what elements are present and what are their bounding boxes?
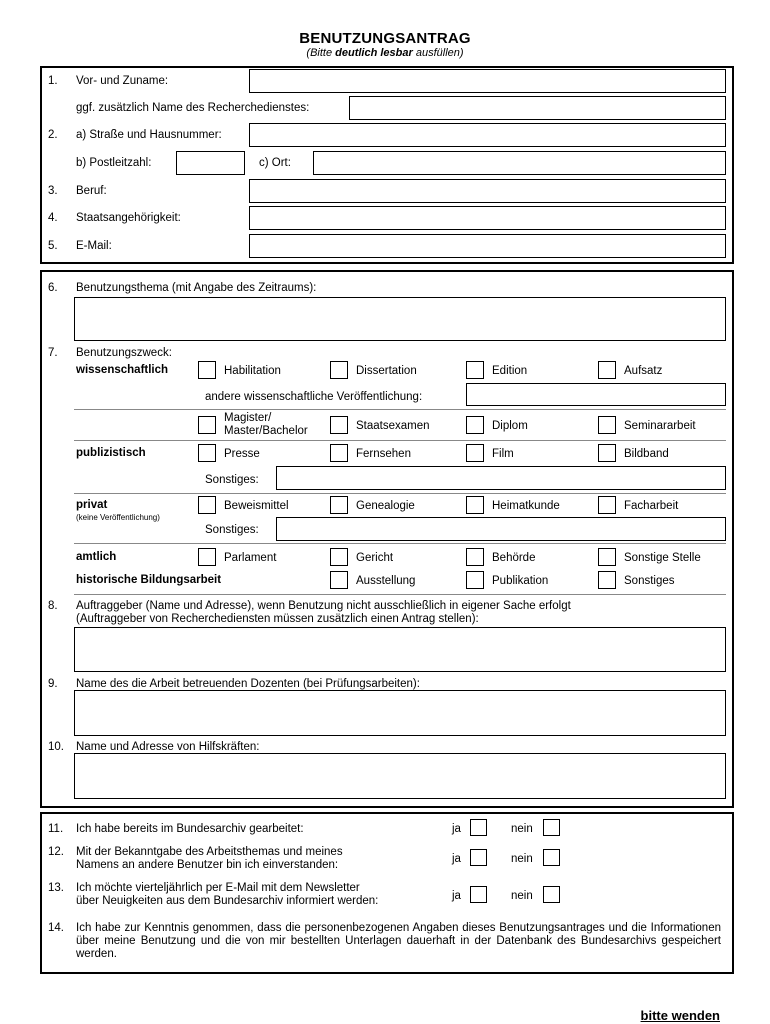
purpose-label: Benutzungszweck: (76, 347, 172, 359)
profession-label: Beruf: (76, 185, 107, 197)
data-storage-notice: Ich habe zur Kenntnis genommen, dass die personenbezogenen Angaben dieses Benutzungsantrages und die Informationen über meine Benutzung und die von mir bestellten Unterlagen dauerhaft in der Datenbank des Bundesarchivs gespeichert werden. (76, 922, 721, 960)
city-label: c) Ort: (259, 157, 291, 169)
item-number: 12. (48, 846, 64, 858)
publish-topic-label: Mit der Bekanntgabe des Arbeitsthemas und meines Namens an andere Benutzer bin ich einverstanden: (76, 846, 343, 871)
postal-code-field[interactable] (176, 151, 245, 175)
dissertation-label: Dissertation (356, 365, 417, 377)
item-number: 13. (48, 882, 64, 894)
assistants-label: Name und Adresse von Hilfskräften: (76, 741, 260, 753)
habilitation-label: Habilitation (224, 365, 281, 377)
dissertation-checkbox[interactable] (330, 361, 348, 379)
other-private-field[interactable] (276, 517, 726, 541)
picture-book-label: Bildband (624, 448, 669, 460)
email-field[interactable] (249, 234, 726, 258)
term-paper-label: Facharbeit (624, 500, 679, 512)
seminar-paper-checkbox[interactable] (598, 416, 616, 434)
worked-before-no-checkbox[interactable] (543, 819, 560, 836)
name-field[interactable] (249, 69, 726, 93)
worked-before-label: Ich habe bereits im Bundesarchiv gearbeitet: (76, 823, 304, 835)
item-number: 1. (48, 75, 58, 87)
seminar-paper-label: Seminararbeit (624, 420, 696, 432)
newsletter-yes-checkbox[interactable] (470, 886, 487, 903)
item-number: 3. (48, 185, 58, 197)
divider (74, 594, 726, 595)
edition-checkbox[interactable] (466, 361, 484, 379)
other-publication-label: andere wissenschaftliche Veröffentlichung: (205, 391, 423, 403)
item-number: 14. (48, 922, 64, 934)
publication-label: Publikation (492, 575, 549, 587)
name-label: Vor- und Zuname: (76, 75, 169, 87)
supervisor-field[interactable] (74, 690, 726, 736)
newsletter-no-checkbox[interactable] (543, 886, 560, 903)
nationality-label: Staatsangehörigkeit: (76, 212, 181, 224)
private-note: (keine Veröffentlichung) (76, 513, 160, 522)
other-historical-label: Sonstiges (624, 575, 675, 587)
divider (74, 543, 726, 544)
topic-field[interactable] (74, 297, 726, 341)
street-label: a) Straße und Hausnummer: (76, 129, 222, 141)
scientific-label: wissenschaftlich (76, 364, 169, 376)
diploma-checkbox[interactable] (466, 416, 484, 434)
divider (74, 440, 726, 441)
authority-checkbox[interactable] (466, 548, 484, 566)
habilitation-checkbox[interactable] (198, 361, 216, 379)
edition-label: Edition (492, 365, 528, 377)
genealogy-label: Genealogie (356, 500, 415, 512)
evidence-label: Beweismittel (224, 500, 289, 512)
profession-field[interactable] (249, 179, 726, 203)
item-number: 11. (48, 823, 64, 835)
supervisor-label: Name des die Arbeit betreuenden Dozenten (bei Prüfungsarbeiten): (76, 678, 420, 690)
other-publication-field[interactable] (466, 383, 726, 406)
television-checkbox[interactable] (330, 444, 348, 462)
local-history-checkbox[interactable] (466, 496, 484, 514)
court-label: Gericht (356, 552, 394, 564)
item-number: 2. (48, 129, 58, 141)
newsletter-label: Ich möchte vierteljährlich per E-Mail mit dem Newsletter über Neuigkeiten aus dem Bundesarchiv informiert werden: (76, 882, 379, 907)
television-label: Fernsehen (356, 448, 411, 460)
publish-topic-yes-checkbox[interactable] (470, 849, 487, 866)
postal-code-label: b) Postleitzahl: (76, 157, 152, 169)
essay-label: Aufsatz (624, 365, 663, 377)
state-exam-checkbox[interactable] (330, 416, 348, 434)
divider (74, 493, 726, 494)
magister-label: Magister/ Master/Bachelor (224, 412, 308, 437)
exhibition-checkbox[interactable] (330, 571, 348, 589)
street-field[interactable] (249, 123, 726, 147)
client-note: (Auftraggeber von Recherchediensten müssen zusätzlich einen Antrag stellen): (76, 613, 479, 625)
other-historical-checkbox[interactable] (598, 571, 616, 589)
publish-topic-no-checkbox[interactable] (543, 849, 560, 866)
yes-label: ja (452, 890, 461, 902)
evidence-checkbox[interactable] (198, 496, 216, 514)
other-journalistic-label: Sonstiges: (205, 474, 259, 486)
item-number: 6. (48, 282, 58, 294)
parliament-label: Parlament (224, 552, 277, 564)
court-checkbox[interactable] (330, 548, 348, 566)
authority-label: Behörde (492, 552, 536, 564)
private-label: privat (76, 499, 108, 511)
journalistic-label: publizistisch (76, 447, 146, 459)
other-office-checkbox[interactable] (598, 548, 616, 566)
picture-book-checkbox[interactable] (598, 444, 616, 462)
term-paper-checkbox[interactable] (598, 496, 616, 514)
item-number: 7. (48, 347, 58, 359)
local-history-label: Heimatkunde (492, 500, 560, 512)
other-journalistic-field[interactable] (276, 466, 726, 490)
item-number: 9. (48, 678, 58, 690)
assistants-field[interactable] (74, 753, 726, 799)
form-title: BENUTZUNGSANTRAG (299, 30, 471, 47)
magister-checkbox[interactable] (198, 416, 216, 434)
essay-checkbox[interactable] (598, 361, 616, 379)
film-checkbox[interactable] (466, 444, 484, 462)
historical-education-label: historische Bildungsarbeit (76, 574, 222, 586)
form-subtitle: (Bitte deutlich lesbar ausfüllen) (306, 47, 464, 59)
divider (74, 409, 726, 410)
official-label: amtlich (76, 551, 117, 563)
other-private-label: Sonstiges: (205, 524, 259, 536)
turn-page-note: bitte wenden (640, 1008, 720, 1023)
press-label: Presse (224, 448, 260, 460)
press-checkbox[interactable] (198, 444, 216, 462)
state-exam-label: Staatsexamen (356, 420, 430, 432)
topic-label: Benutzungsthema (mit Angabe des Zeitraums): (76, 282, 317, 294)
no-label: nein (511, 890, 533, 902)
exhibition-label: Ausstellung (356, 575, 416, 587)
film-label: Film (492, 448, 514, 460)
worked-before-yes-checkbox[interactable] (470, 819, 487, 836)
nationality-field[interactable] (249, 206, 726, 230)
client-field[interactable] (74, 627, 726, 672)
city-field[interactable] (313, 151, 726, 175)
other-office-label: Sonstige Stelle (624, 552, 701, 564)
no-label: nein (511, 853, 533, 865)
research-service-field[interactable] (349, 96, 726, 120)
client-label: Auftraggeber (Name und Adresse), wenn Benutzung nicht ausschließlich in eigener Sache erfolgt (76, 600, 571, 612)
item-number: 5. (48, 240, 58, 252)
item-number: 4. (48, 212, 58, 224)
genealogy-checkbox[interactable] (330, 496, 348, 514)
item-number: 8. (48, 600, 58, 612)
diploma-label: Diplom (492, 420, 528, 432)
publication-checkbox[interactable] (466, 571, 484, 589)
email-label: E-Mail: (76, 240, 112, 252)
item-number: 10. (48, 741, 64, 753)
no-label: nein (511, 823, 533, 835)
yes-label: ja (452, 823, 461, 835)
yes-label: ja (452, 853, 461, 865)
parliament-checkbox[interactable] (198, 548, 216, 566)
research-service-label: ggf. zusätzlich Name des Recherchedienstes: (76, 102, 310, 114)
